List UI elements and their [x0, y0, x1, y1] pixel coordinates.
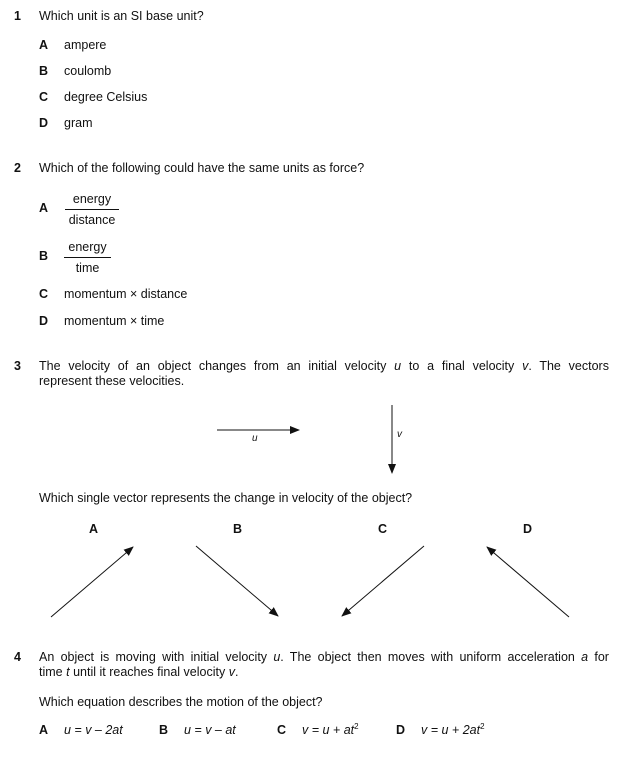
q2-option-b-letter[interactable]: B: [39, 249, 49, 263]
question-1-number: 1: [14, 9, 21, 23]
question-4-number: 4: [14, 650, 21, 664]
question-3-line-2: represent these velocities.: [39, 374, 185, 388]
q1-option-d-letter[interactable]: D: [39, 116, 49, 130]
q1-option-c-letter[interactable]: C: [39, 90, 49, 104]
question-2-number: 2: [14, 161, 21, 175]
q4-option-d-equation[interactable]: $v = u + 2at^2$: [421, 722, 485, 737]
vector-v-label: v: [397, 429, 402, 440]
q2-option-d-letter[interactable]: D: [39, 314, 49, 328]
q4-option-a-letter[interactable]: A: [39, 723, 49, 737]
q4-option-b-letter[interactable]: B: [159, 723, 169, 737]
question-4-line-1: An object is moving with initial velocity u. The object then moves with uniform acceleration a for: [39, 650, 609, 664]
q2-option-c-letter[interactable]: C: [39, 287, 49, 301]
question-4-line-2: time t until it reaches final velocity v.: [39, 665, 239, 679]
question-3-number: 3: [14, 359, 21, 373]
option-c-arrow: [342, 546, 424, 616]
q2-option-a-letter[interactable]: A: [39, 201, 49, 215]
q3-option-b-label[interactable]: B: [233, 522, 243, 536]
q1-option-d-text[interactable]: gram: [64, 116, 93, 130]
option-a-arrow: [51, 547, 133, 617]
question-3-prompt: Which single vector represents the change in velocity of the object?: [39, 491, 413, 505]
q3-option-d-label[interactable]: D: [523, 522, 533, 536]
q2-option-b-denominator: time: [75, 261, 100, 275]
question-1-text: Which unit is an SI base unit?: [39, 9, 204, 23]
q1-option-a-letter[interactable]: A: [39, 38, 49, 52]
q4-option-d-letter[interactable]: D: [396, 723, 406, 737]
q4-option-c-equation[interactable]: $v = u + at^2$: [302, 722, 359, 737]
q2-option-c-text[interactable]: momentum × distance: [64, 287, 188, 301]
question-3-line-1: The velocity of an object changes from an initial velocity u to a final velocity v. The vectors: [39, 359, 609, 373]
q4-option-c-exponent: 2: [354, 722, 359, 731]
q3-option-c-label[interactable]: C: [378, 522, 388, 536]
q1-option-b-text[interactable]: coulomb: [64, 64, 112, 78]
q4-option-b-equation[interactable]: u = v – at: [184, 723, 236, 737]
vector-u-label: u: [252, 433, 258, 444]
q4-option-c-letter[interactable]: C: [277, 723, 287, 737]
q2-option-b-numerator: energy: [64, 240, 111, 258]
q3-option-a-label[interactable]: A: [89, 522, 99, 536]
option-b-arrow: [196, 546, 278, 616]
q2-option-a-numerator: energy: [65, 192, 119, 210]
q2-option-d-text[interactable]: momentum × time: [64, 314, 165, 328]
question-4-prompt: Which equation describes the motion of the object?: [39, 695, 323, 709]
q2-option-a-denominator: distance: [68, 213, 116, 227]
q4-option-a-equation[interactable]: u = v – 2at: [64, 723, 123, 737]
q1-option-c-text[interactable]: degree Celsius: [64, 90, 148, 104]
q1-option-b-letter[interactable]: B: [39, 64, 49, 78]
q1-option-a-text[interactable]: ampere: [64, 38, 107, 52]
q4-option-d-exponent: 2: [480, 722, 485, 731]
question-2-text: Which of the following could have the same units as force?: [39, 161, 365, 175]
option-d-arrow: [487, 547, 569, 617]
